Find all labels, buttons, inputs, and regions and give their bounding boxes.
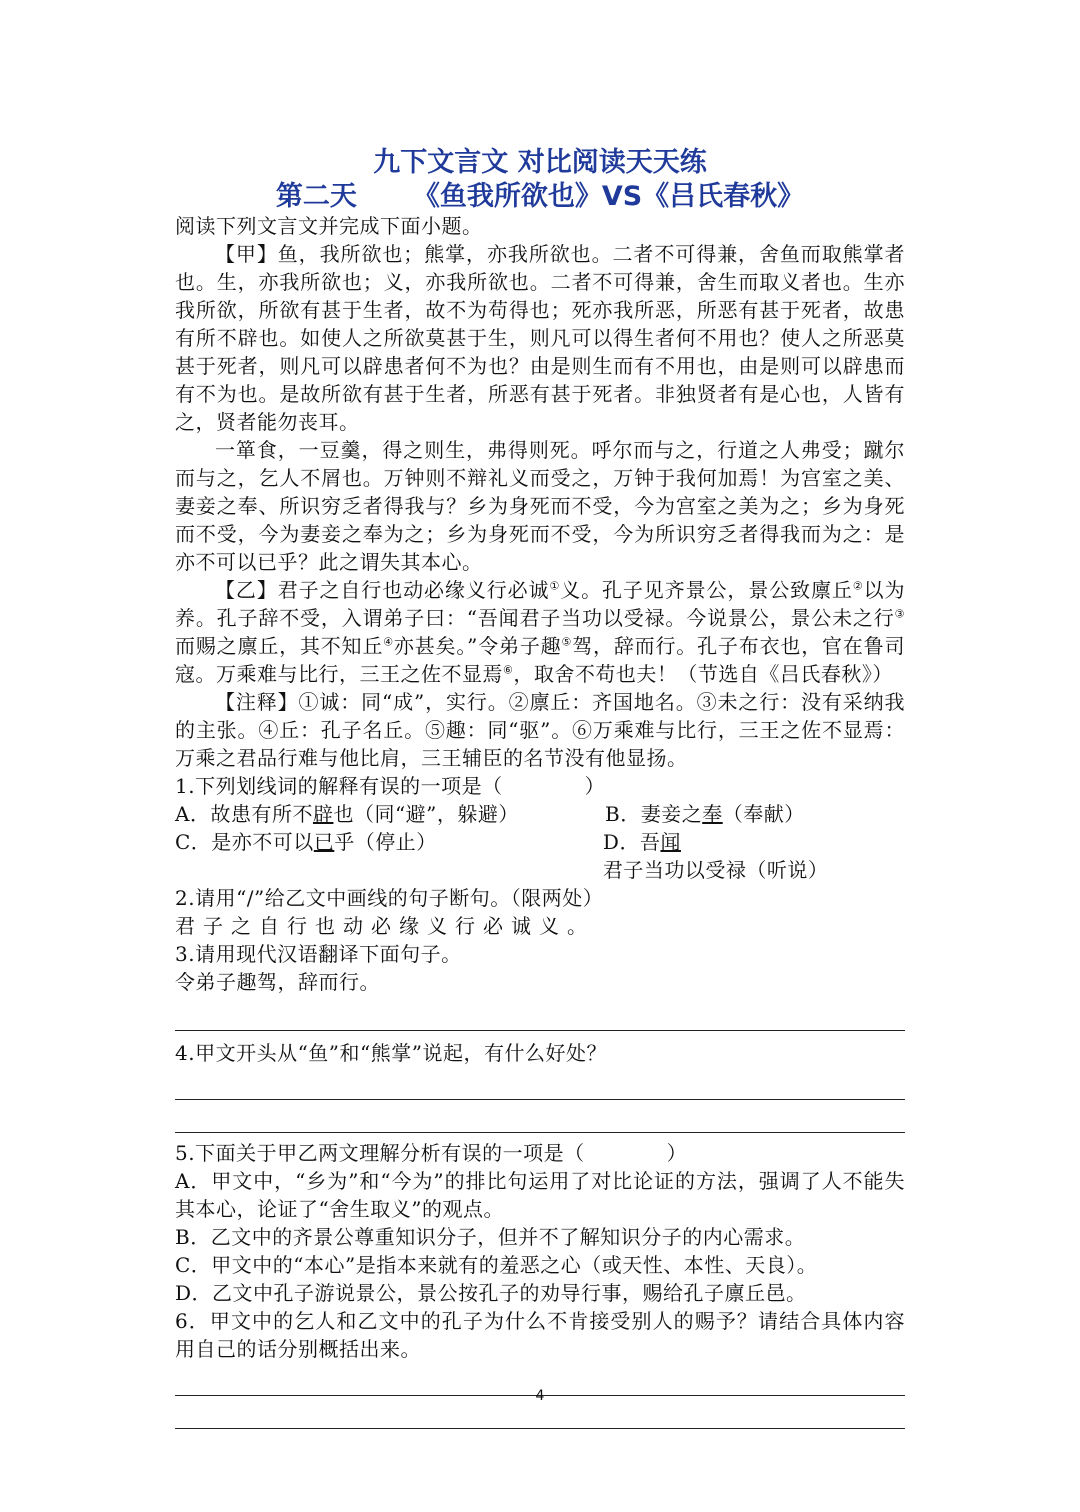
- option-text: 也（同“避”，躲避）: [333, 802, 519, 826]
- option-text: 乎（停止）: [334, 830, 437, 854]
- question-5: 5.下面关于甲乙两文理解分析有误的一项是（ ）: [175, 1141, 688, 1165]
- passage-b-text: 而赐之廪丘，其不知丘: [175, 634, 384, 658]
- q3-sentence: 令弟子趣驾，辞而行。: [175, 970, 380, 994]
- question-1: 1.下列划线词的解释有误的一项是（ ）: [175, 774, 606, 798]
- page-title: 九下文言文 对比阅读天天练: [373, 147, 707, 178]
- underlined-word: 奉: [702, 802, 723, 826]
- underlined-word: 辟: [312, 802, 334, 826]
- question-4: 4.甲文开头从“鱼”和“熊掌”说起，有什么好处？: [175, 1041, 607, 1065]
- option-text: 君子当功以受禄（听说）: [602, 858, 829, 882]
- question-6: 6．甲文中的乞人和乙文中的孔子为什么不肯接受别人的赐予？请结合具体内容用自己的话分别概括出来。: [175, 1309, 905, 1361]
- passage-b-text: 义。孔子见齐景公，景公致廪丘: [560, 578, 853, 602]
- q1-options-cd: [175, 828, 905, 884]
- note-marker: ⑤: [561, 635, 573, 649]
- passage-a-para2: 一箪食，一豆羹，得之则生，弗得则死。呼尔而与之，行道之人弗受；蹴尔而与之，乞人不屑也。万钟则不辩礼义而受之，万钟于我何加焉！为宫室之美、妻妾之奉、所识穷乏者得我与？乡为身死而不受，今为宫室之美为之；乡为身死而不受，今为妻妾之奉为之；乡为身死而不受，今为所识穷乏者得我而为之：是亦不可以已乎？此之谓失其本心。: [175, 438, 905, 574]
- q1-option-c: [175, 828, 603, 884]
- q5-option-a: A．甲文中，“乡为”和“今为”的排比句运用了对比论证的方法，强调了人不能失其本心，论证了“舍生取义”的观点。: [175, 1169, 905, 1221]
- question-2: 2.请用“/”给乙文中画线的句子断句。（限两处）: [175, 886, 604, 910]
- option-text: （奉献）: [722, 802, 805, 826]
- answer-line[interactable]: [175, 996, 905, 1031]
- underlined-word: 闻: [660, 830, 681, 854]
- answer-line[interactable]: [175, 1067, 905, 1100]
- option-text: C．是亦不可以: [175, 830, 314, 854]
- passage-b-text: 驾，辞而行。孔子布衣也，官在鲁司寇。万乘难与比行，三王之佐不显焉: [175, 634, 905, 686]
- day-label: 第二天: [275, 181, 357, 212]
- q1-options-ab: [175, 800, 905, 828]
- note-marker: ④: [383, 635, 394, 649]
- note-marker: ⑥: [503, 663, 514, 677]
- q1-option-d: [603, 828, 905, 884]
- option-text: D．吾: [602, 830, 661, 854]
- passage-b-text: 亦甚矣。”令弟子趣: [393, 634, 562, 658]
- note-marker: ③: [894, 607, 905, 621]
- q5-option-b: B．乙文中的齐景公尊重知识分子，但并不了解知识分子的内心需求。: [175, 1225, 806, 1249]
- q5-option-d: D．乙文中孔子游说景公，景公按孔子的劝导行事，赐给孔子廪丘邑。: [175, 1281, 807, 1305]
- page-subtitle: [0, 180, 1080, 214]
- instruction: 阅读下列文言文并完成下面小题。: [175, 214, 483, 238]
- passage-b-text: 以为养。孔子辞不受，入谓弟子曰：“吾闻君子当功以受禄。今说景公，景公未之行: [175, 578, 905, 630]
- q5-option-c: C．甲文中的“本心”是指本来就有的羞恶之心（或天性、本性、天良）。: [175, 1253, 818, 1277]
- passage-b-text: 【乙】君子之自行也动必缘义行必诚: [215, 578, 550, 602]
- annotation-notes: 【注释】①诚：同“成”，实行。②廪丘：齐国地名。③未之行：没有采纳我的主张。④丘：孔子名丘。⑤趣：同“驱”。⑥万乘难与比行，三王之佐不显焉：万乘之君品行难与他比肩，三王辅臣的名节没有他显扬。: [175, 690, 905, 770]
- underlined-word: 已: [313, 830, 335, 854]
- passage-b: [175, 576, 905, 688]
- passage-a-para1: 【甲】鱼，我所欲也；熊掌，亦我所欲也。二者不可得兼，舍鱼而取熊掌者也。生，亦我所欲也；义，亦我所欲也。二者不可得兼，舍生而取义者也。生亦我所欲，所欲有甚于生者，故不为苟得也；死亦我所恶，所恶有甚于死者，故患有所不辟也。如使人之所欲莫甚于生，则凡可以得生者何不用也？使人之所恶莫甚于死者，则凡可以辟患者何不为也？由是则生而有不用也，由是则可以辟患而有不为也。是故所欲有甚于生者，所恶有甚于死者。非独贤者有是心也，人皆有之，贤者能勿丧耳。: [175, 242, 905, 434]
- worksheet-content: [175, 212, 905, 1429]
- question-3: 3.请用现代汉语翻译下面句子。: [175, 942, 462, 966]
- subtitle-text: 《鱼我所欲也》VS《吕氏春秋》: [412, 181, 805, 212]
- q1-option-b: [605, 800, 805, 828]
- option-text: B．妻妾之: [605, 802, 703, 826]
- q1-option-a: [175, 800, 605, 828]
- q2-sentence: 君子之自行也动必缘义行必诚义。: [175, 914, 595, 938]
- note-marker: ①: [549, 579, 561, 593]
- page-number: 4: [535, 1388, 545, 1404]
- passage-b-text: ，取舍不苟也夫！（节选自《吕氏春秋》）: [513, 662, 893, 686]
- answer-line[interactable]: [175, 1100, 905, 1133]
- note-marker: ②: [852, 579, 864, 593]
- option-text: A．故患有所不: [175, 802, 313, 826]
